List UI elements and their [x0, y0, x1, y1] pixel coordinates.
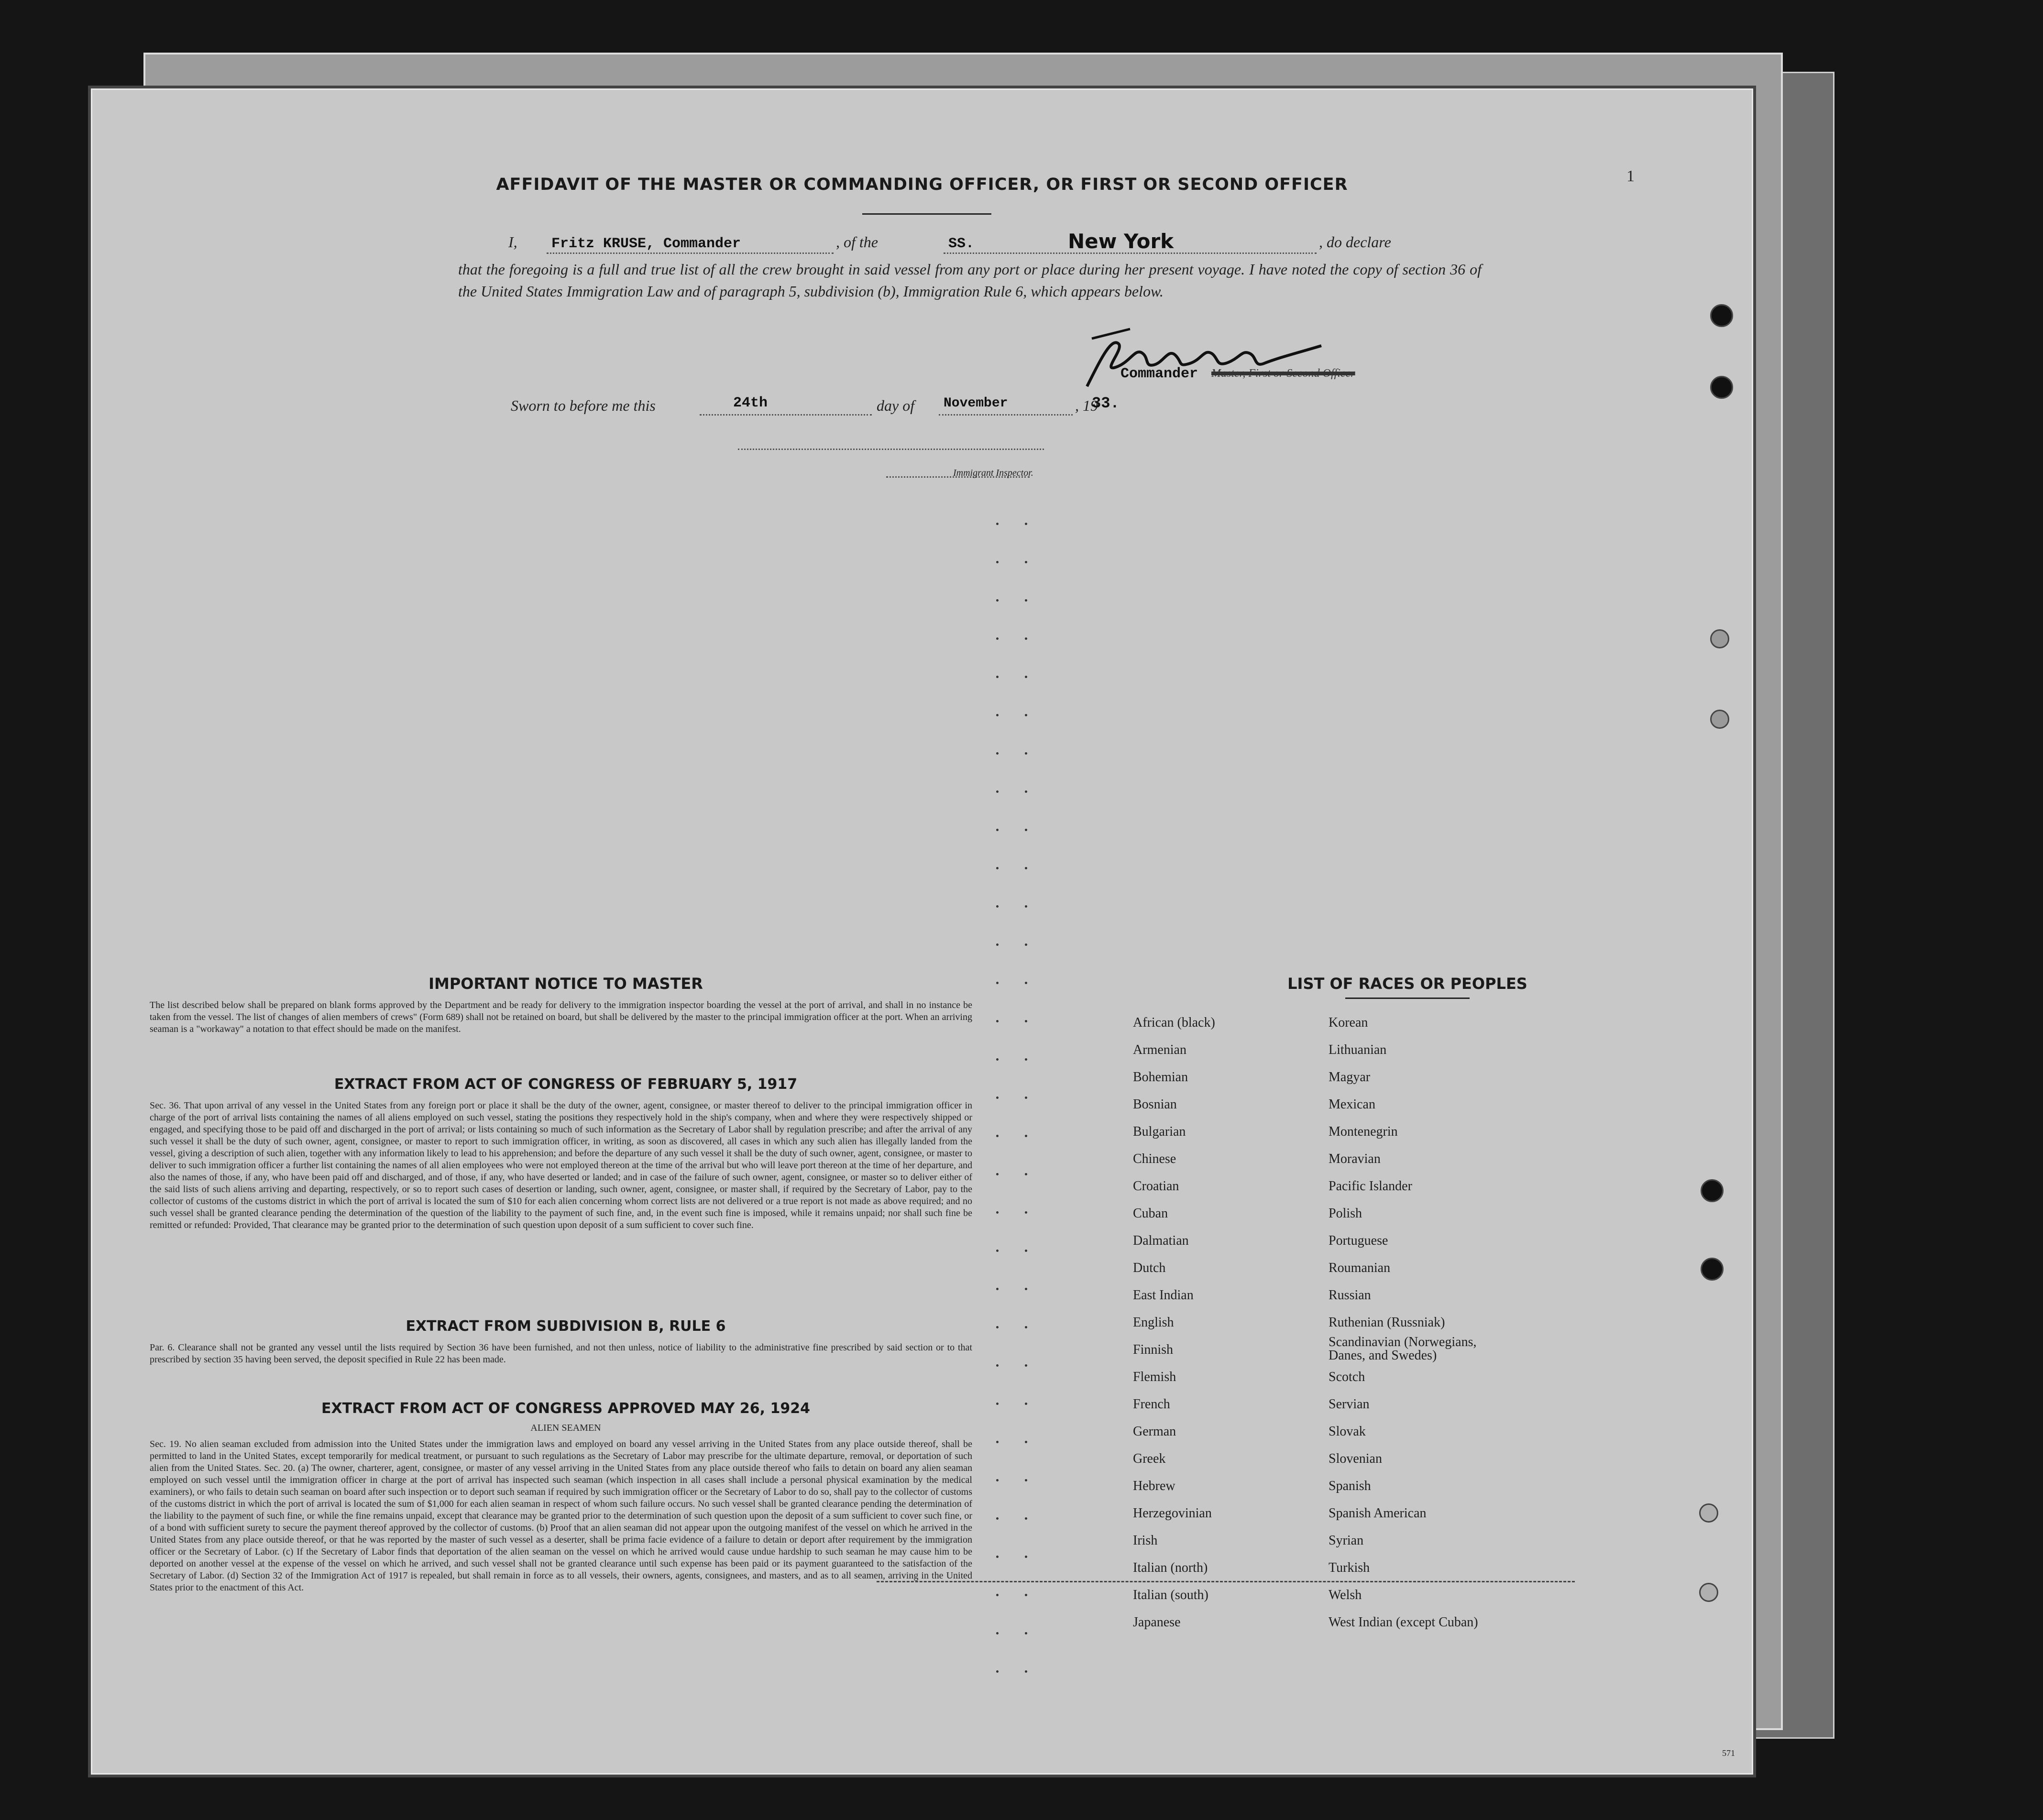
race-item: Polish	[1329, 1206, 1362, 1221]
inspector-rule-1	[738, 449, 1044, 450]
race-item: Slovenian	[1329, 1451, 1382, 1466]
extract-1924-title: EXTRACT FROM ACT OF CONGRESS APPROVED MAY 26, 1924	[321, 1400, 810, 1417]
races-divider	[1345, 998, 1470, 999]
race-item: Servian	[1329, 1397, 1370, 1412]
race-item: West Indian (except Cuban)	[1329, 1615, 1478, 1630]
dashed-line	[877, 1581, 1575, 1582]
sworn-month: November	[944, 396, 1008, 411]
race-item: Lithuanian	[1329, 1042, 1387, 1057]
corner-number: 571	[1722, 1748, 1735, 1758]
race-item: Japanese	[1133, 1615, 1181, 1630]
inspector-label: Immigrant Inspector.	[953, 468, 1033, 478]
extract-1917-title: EXTRACT FROM ACT OF CONGRESS OF FEBRUARY 5, 1917	[334, 1076, 798, 1093]
notice-title: IMPORTANT NOTICE TO MASTER	[428, 975, 703, 993]
race-item: Montenegrin	[1329, 1124, 1398, 1139]
race-item: Italian (north)	[1133, 1560, 1208, 1575]
race-item: Korean	[1329, 1015, 1368, 1030]
race-item: Slovak	[1329, 1424, 1366, 1439]
extract-rule6-title: EXTRACT FROM SUBDIVISION B, RULE 6	[406, 1318, 726, 1335]
punch-hole	[1710, 304, 1733, 327]
sworn-year: 33.	[1092, 395, 1120, 412]
punch-hole	[1699, 1503, 1718, 1523]
sworn-day: 24th	[733, 395, 768, 411]
race-item: Croatian	[1133, 1179, 1179, 1194]
punch-hole	[1710, 629, 1729, 648]
extract-rule6-text: Par. 6. Clearance shall not be granted any vessel until the lists required by Section 36 have been furnished, and not then unless, notice of liability to the administrative fine prescribed by said section or to that prescribed by section 35 having been served, the deposit specified in Rule 22 has been made.	[150, 1342, 972, 1365]
affidavit-body: that the foregoing is a full and true list of all the crew brought in said vessel from any port or place during her present voyage. I have noted the copy of section 36 of the United States Immigration Law and of paragraph 5, subdivision (b), Immigration Rule 6, which appears below.	[458, 261, 1482, 300]
race-item: Dalmatian	[1133, 1233, 1189, 1248]
day-of-label: day of	[877, 397, 915, 414]
race-item: Russian	[1329, 1288, 1371, 1303]
page-number: 1	[1626, 167, 1635, 185]
race-item: Flemish	[1133, 1370, 1176, 1384]
punch-hole	[1710, 710, 1729, 729]
race-item: African (black)	[1133, 1015, 1215, 1030]
race-item: Scandinavian (Norwegians, Danes, and Swedes)	[1329, 1335, 1477, 1363]
name-rule	[547, 252, 834, 254]
race-item: Bohemian	[1133, 1070, 1188, 1085]
race-item: German	[1133, 1424, 1176, 1439]
race-item: Syrian	[1329, 1533, 1364, 1548]
punch-hole	[1701, 1179, 1724, 1202]
punch-hole	[1699, 1583, 1718, 1602]
race-item: Bulgarian	[1133, 1124, 1186, 1139]
vessel-name: New York	[1068, 230, 1174, 253]
races-title: LIST OF RACES OR PEOPLES	[1287, 975, 1527, 993]
race-item: Irish	[1133, 1533, 1158, 1548]
declarant-name: Fritz KRUSE, Commander	[551, 236, 741, 252]
race-item: Magyar	[1329, 1070, 1371, 1085]
commander-signature	[1073, 319, 1350, 391]
race-item: Armenian	[1133, 1042, 1186, 1057]
punch-hole	[1701, 1258, 1724, 1281]
race-item: Hebrew	[1133, 1479, 1175, 1493]
race-item: Turkish	[1329, 1560, 1370, 1575]
race-item: Pacific Islander	[1329, 1179, 1412, 1194]
race-item: Bosnian	[1133, 1097, 1177, 1112]
race-item: Roumanian	[1329, 1261, 1391, 1275]
struck-officer-title: Master, First or Second Officer	[1211, 367, 1355, 380]
race-item: Scotch	[1329, 1370, 1365, 1384]
race-item: Chinese	[1133, 1151, 1176, 1166]
sworn-prefix: Sworn to before me this	[511, 397, 656, 414]
race-item: Ruthenian (Russniak)	[1329, 1315, 1445, 1330]
extract-1917-text: Sec. 36. That upon arrival of any vessel in the United States from any foreign port or place it shall be the duty of the owner, agent, consignee, or master thereof to deliver to the principal immigration officer in charge of the port of arrival lists containing the names of all aliens employed on such vessel, stating the positions they respectively hold in the ship's company, when and where they were respectively shipped or engaged, and specifying those to be paid off and discharged in the port of arrival; or lists containing so much of such information as the Secretary of Labor shall by regulation prescribe; and after the arrival of any such vessel it shall be the duty of such owner, agent, consignee, or master to report to such immigration officer, in writing, as soon as discovered, all cases in which any such alien has illegally landed from the vessel, giving a description of such alien, together with any information likely to lead to his apprehension; and before the departure of any such vessel it shall be the duty of such owner, agent, consignee, or master to deliver to such immigration officer a further list containing the names of all alien employees who were not employed thereon at the time of the arrival but who will leave port thereon at the time of her departure, and also the names of those, if any, who have been paid off and discharged, and of those, if any, who have deserted or landed; and in case of the failure of such owner, agent, consignee, or master so to deliver either of the said lists of such aliens arriving and departing, respectively, or so to report such cases of desertion or landing, such owner, agent, consignee, or master shall, if required by the Secretary of Labor, pay to the collector of customs of the customs district in which the port of arrival is located the sum of $10 for each alien concerning whom correct lists are not delivered or a true report is not made as above required; and no such vessel shall be granted clearance pending the determination of the question of the liability to the payment of such fine, and, in the event such fine is imposed, while it remains unpaid; nor shall such fine be remitted or refunded: Provided, That clearance may be granted prior to the determination of such question upon deposit of a sum sufficient to cover such fine.	[150, 1100, 972, 1230]
signature-title: Commander	[1120, 366, 1198, 382]
race-item: Herzegovinian	[1133, 1506, 1212, 1521]
race-item: English	[1133, 1315, 1174, 1330]
extract-1924-text: Sec. 19. No alien seaman excluded from admission into the United States under the immigration laws and employed on board any vessel arriving in the United States from any place outside thereof, shall be permitted to land in the United States, except temporarily for medical treatment, or pursuant to such regulations as the Secretary of Labor may prescribe for the ultimate departure, removal, or deportation of such alien from the United States. Sec. 20. (a) The owner, charterer, agent, consignee, or master of any vessel arriving in the United States from any place outside thereof who fails to detain on board any alien seaman employed on such vessel until the immigration officer in charge at the port of arrival has inspected such seaman (which inspection in all cases shall include a personal physical examination by the medical examiners), or who fails to detain such seaman on board after such inspection or to deport such seaman if required by such immigration officer or the Secretary of Labor to do so, shall pay to the collector of customs of the customs district in which the port of arrival is located the sum of $1,000 for each alien seaman in respect of whom such failure occurs. No such vessel shall be granted clearance pending the determination of the liability to the payment of such fine, or while the fine remains unpaid, except that clearance may be granted prior to the determination of such question upon the deposit of a sum sufficient to cover such fine, or of a bond with sufficient surety to secure the payment thereof approved by the collector of customs. (b) Proof that an alien seaman did not appear upon the outgoing manifest of the vessel on which he arrived in the United States from any place outside thereof, or that he was reported by the master of such vessel as a deserter, shall be prima facie evidence of a failure to detain or deport after requirement by the immigration officer or the Secretary of Labor. (c) If the Secretary of Labor finds that deportation of the alien seaman on the vessel on which he arrived would cause undue hardship to such seaman he may cause him to be deported on another vessel at the expense of the vessel on which he arrived, and such vessel shall not be granted clearance until such expense has been paid or its payment guaranteed to the satisfaction of the Secretary of Labor. (d) Section 32 of the Immigration Act of 1917 is repealed, but shall remain in force as to all vessels, their owners, agents, consignees, and masters, and as to all seamen, arriving in the United States prior to the enactment of this Act.	[150, 1439, 972, 1593]
race-item: Mexican	[1329, 1097, 1375, 1112]
race-item: Dutch	[1133, 1261, 1166, 1275]
race-item: Spanish American	[1329, 1506, 1427, 1521]
affidavit-page	[91, 88, 1753, 1775]
declare-label: , do declare	[1319, 233, 1391, 251]
year-prefix: , 19	[1075, 397, 1098, 414]
extract-1924-subtitle: ALIEN SEAMEN	[530, 1423, 601, 1433]
title-divider	[862, 213, 991, 215]
vessel-rule	[944, 252, 1317, 254]
race-item: Cuban	[1133, 1206, 1168, 1221]
race-item: Portuguese	[1329, 1233, 1388, 1248]
race-item: Welsh	[1329, 1588, 1362, 1602]
race-item: Finnish	[1133, 1342, 1174, 1357]
race-item: Spanish	[1329, 1479, 1371, 1493]
notice-text: The list described below shall be prepared on blank forms approved by the Department and be ready for delivery to the immigration inspector boarding the vessel at the port of arrival, and shall in no instance be taken from the vessel. The list of changes of alien members of crews" (Form 689) shall not be retained on board, but shall be delivered by the master to the principal immigration officer at the port. When an arriving seaman is a "workaway" a notation to that effect should be made on the manifest.	[150, 1000, 972, 1034]
month-rule	[939, 414, 1073, 416]
race-item: French	[1133, 1397, 1170, 1412]
affidavit-title: AFFIDAVIT OF THE MASTER OR COMMANDING OFFICER, OR FIRST OR SECOND OFFICER	[496, 175, 1348, 194]
vessel-prefix: SS.	[948, 236, 975, 252]
race-item: Italian (south)	[1133, 1588, 1208, 1602]
race-item: East Indian	[1133, 1288, 1194, 1303]
of-the-label: , of the	[836, 233, 878, 251]
race-item: Greek	[1133, 1451, 1166, 1466]
race-item: Moravian	[1329, 1151, 1381, 1166]
punch-hole	[1710, 376, 1733, 399]
day-rule	[700, 414, 872, 416]
declarant-prefix: I,	[508, 233, 517, 251]
